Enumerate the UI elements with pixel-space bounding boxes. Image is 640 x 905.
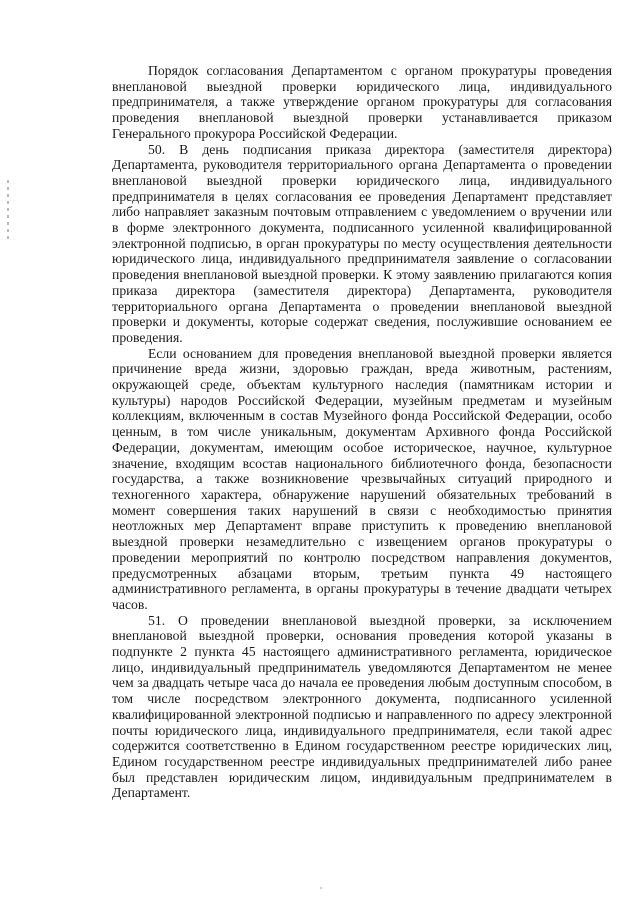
document-page: [112, 63, 612, 801]
paragraph-50: 50. В день подписания приказа директора (заместителя директора) Департамента, руководителя территориального органа Департамента о проведении внеплановой выездной проверки юридического лица, индивидуального предпринимателя в целях согласования ее проведения Департамент представляет либо направляет заказным почтовым отправлением с уведомлением о вручении или в форме электронного документа, подписанного усиленной квалифицированной электронной подписью, в орган прокуратуры по месту осуществления деятельности юридического лица, индивидуального предпринимателя заявление о согласовании проведения внеплановой выездной проверки. К этому заявлению прилагаются копия приказа директора (заместителя директора) Департамента, руководителя территориального органа Департамента о проведении внеплановой выездной проверки и документы, которые содержат сведения, послужившие основанием ее проведения.: [112, 141, 612, 345]
paragraph-approval-procedure: Порядок согласования Департаментом с органом прокуратуры проведения внеплановой выездной проверки юридического лица, индивидуального предпринимателя, а также утверждение органом прокуратуры для согласования проведения внеплановой выездной проверки устанавливается приказом Генерального прокурора Российской Федерации.: [112, 63, 612, 141]
scan-speck: [320, 887, 322, 889]
paragraph-51: 51. О проведении внеплановой выездной проверки, за исключением внеплановой выездной проверки, основания проведения которой указаны в подпункте 2 пункта 45 настоящего административного регламента, юридическое лицо, индивидуальный предприниматель уведомляются Департаментом не менее чем за двадцать четыре часа до начала ее проведения любым доступным способом, в том числе посредством электронного документа, подписанного усиленной квалифицированной электронной подписью и направленного по адресу электронной почты юридического лица, индивидуального предпринимателя, если такой адрес содержится соответственно в Едином государственном реестре юридических лиц, Едином государственном реестре индивидуальных предпринимателей либо ранее был представлен юридическим лицом, индивидуальным предпринимателем в Департамент.: [112, 612, 612, 801]
margin-scan-mark: [7, 180, 9, 240]
paragraph-urgent-inspection: Если основанием для проведения внеплановой выездной проверки является причинение вреда жизни, здоровью граждан, вреда животным, растениям, окружающей среде, объектам культурного наследия (памятникам истории и культуры) народов Российской Федерации, музейным предметам и музейным коллекциям, включенным в состав Музейного фонда Российской Федерации, особо ценным, в том числе уникальным, документам Архивного фонда Российской Федерации, документам, имеющим особое историческое, научное, культурное значение, входящим всостав национального библиотечного фонда, безопасности государства, а также возникновение чрезвычайных ситуаций природного и техногенного характера, обнаружение нарушений обязательных требований в момент совершения таких нарушений в связи с необходимостью принятия неотложных мер Департамент вправе приступить к проведению внеплановой выездной проверки незамедлительно с извещением органов прокуратуры о проведении мероприятий по контролю посредством направления документов, предусмотренных абзацами вторым, третьим пункта 49 настоящего административного регламента, в органы прокуратуры в течение двадцати четырех часов.: [112, 345, 612, 612]
